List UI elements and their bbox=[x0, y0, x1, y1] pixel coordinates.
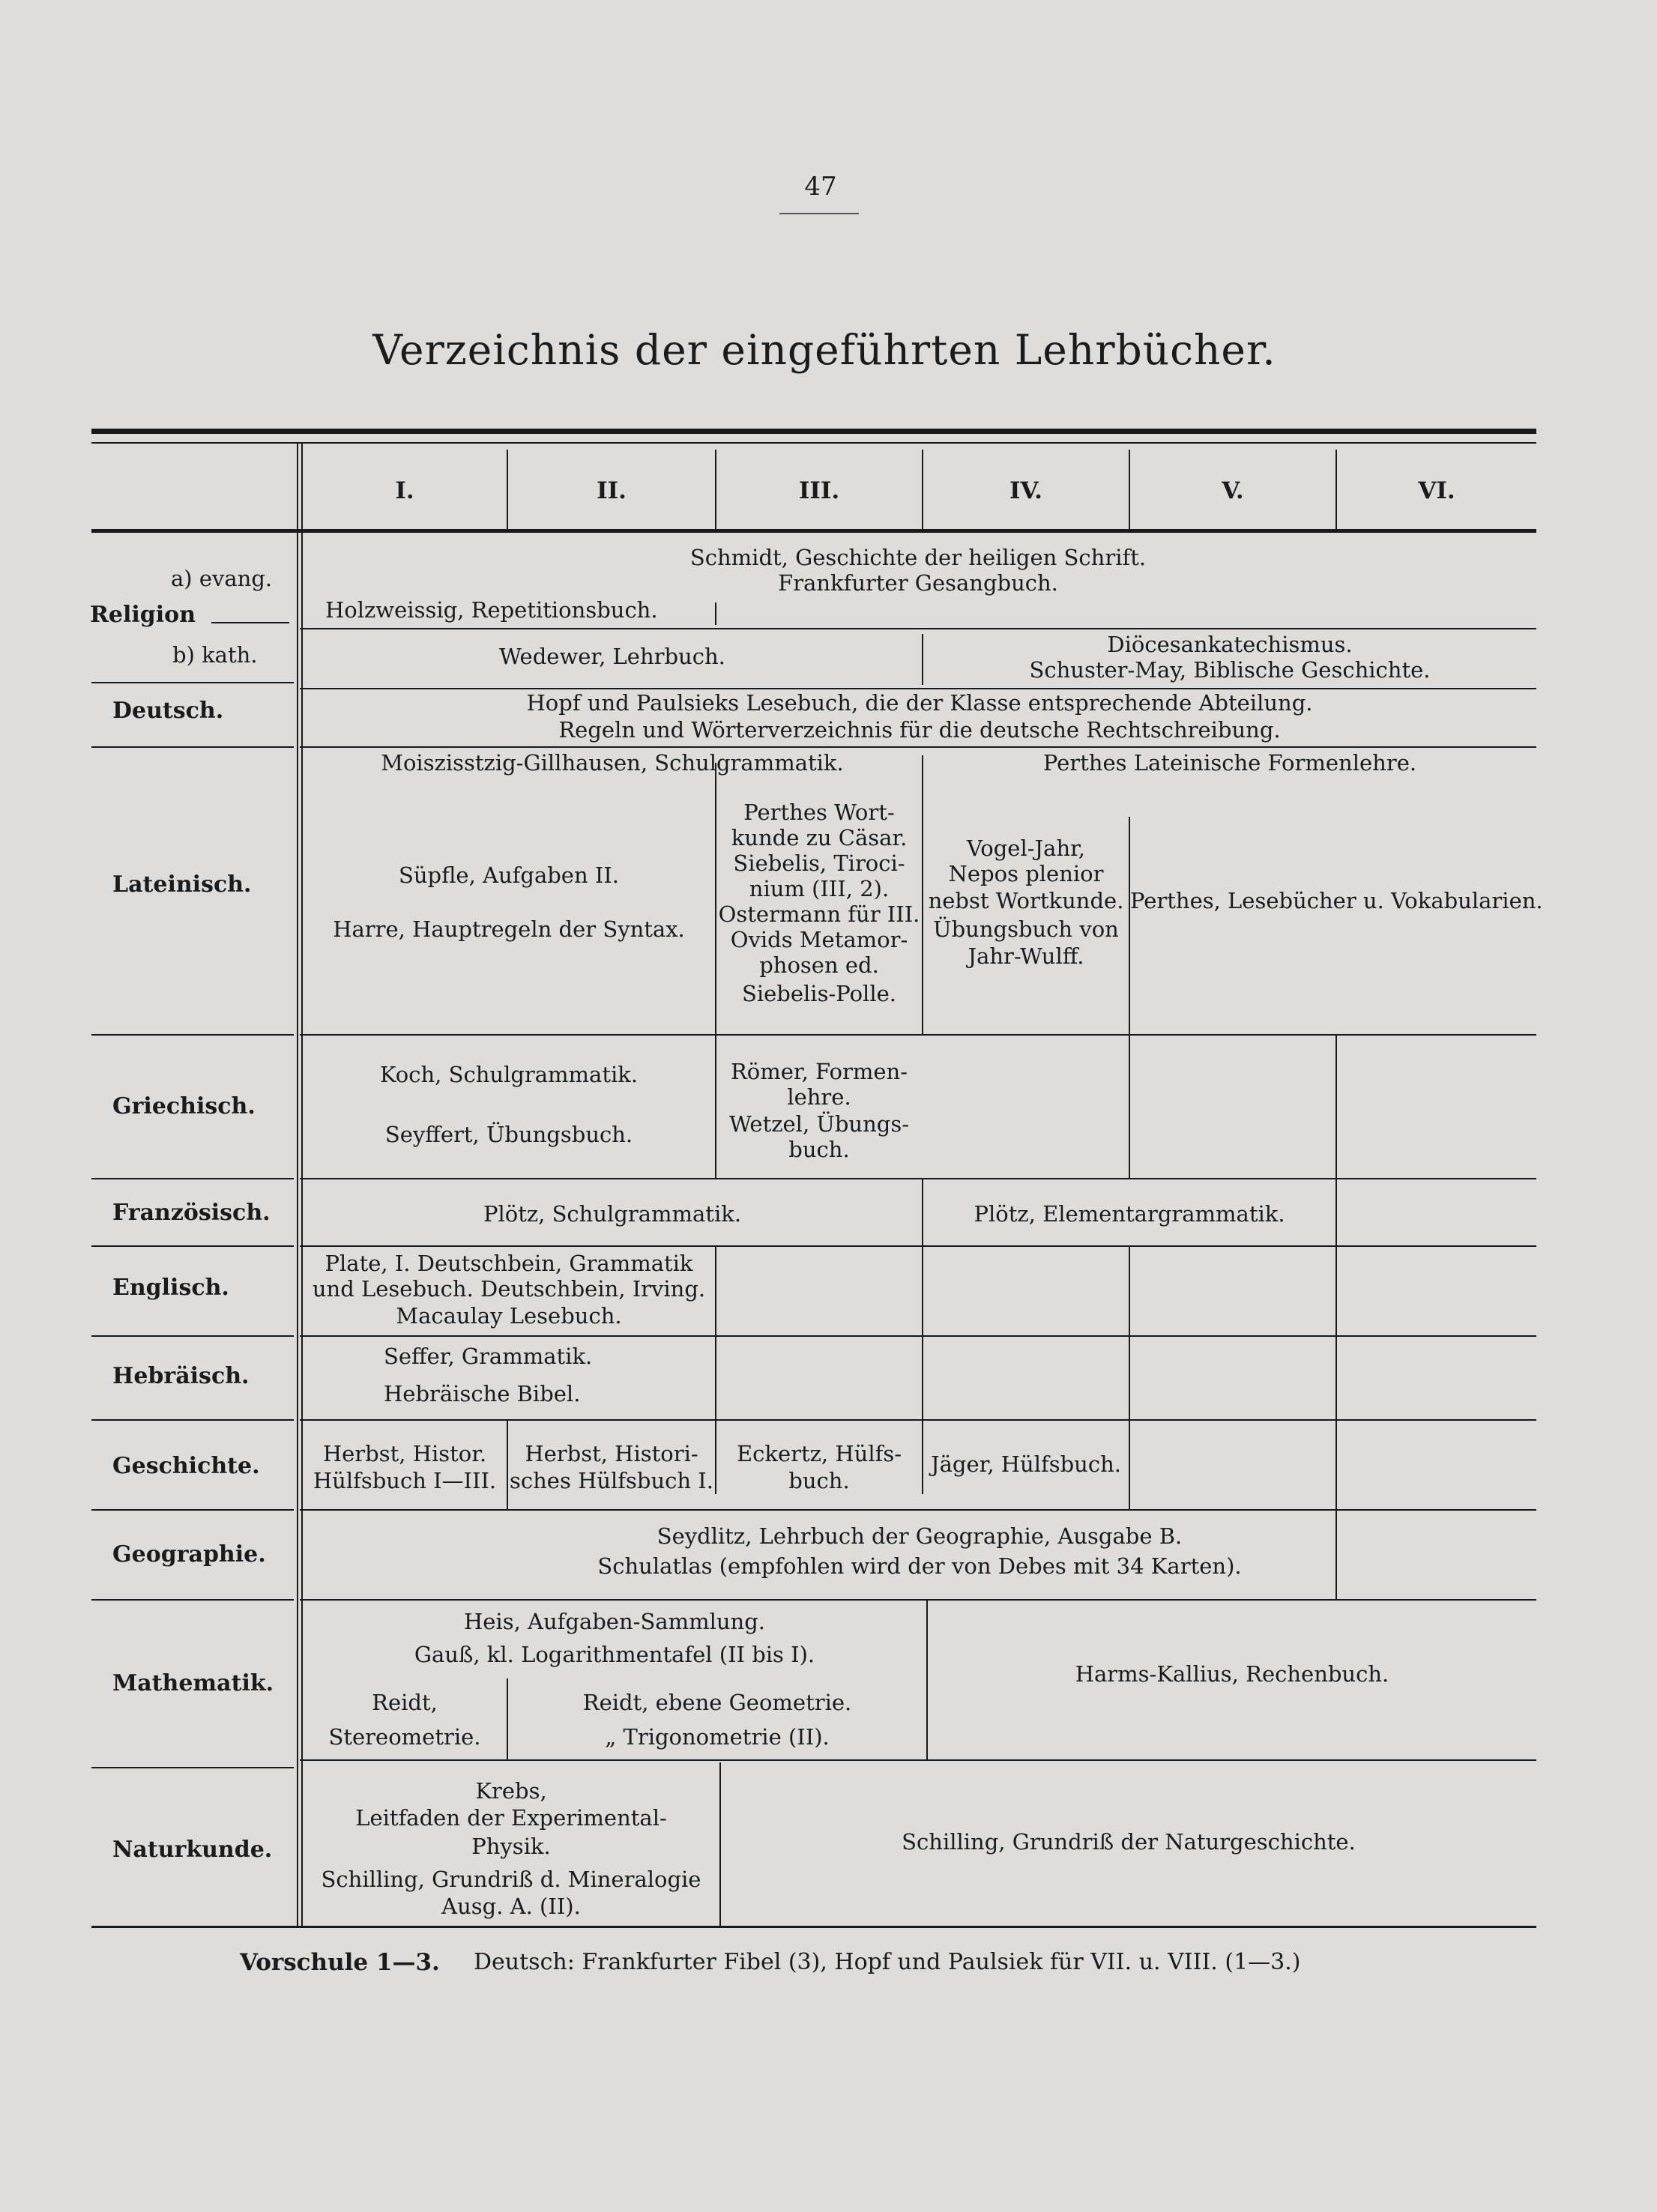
subject-naturkunde: Naturkunde. bbox=[112, 1837, 273, 1863]
geschichte-ii-1: Herbst, Histori- bbox=[525, 1441, 698, 1466]
footer-text: Deutsch: Frankfurter Fibel (3), Hopf und Paulsiek für VII. u. VIII. (1—3.) bbox=[474, 1949, 1301, 1975]
latein-iii-2: kunde zu Cäsar. bbox=[731, 825, 908, 850]
column-divider bbox=[297, 444, 298, 1926]
latein-iii-6: Ovids Metamor- bbox=[730, 927, 908, 952]
franzoesisch-lower: Plötz, Elementargrammatik. bbox=[974, 1201, 1285, 1227]
column-divider bbox=[715, 602, 716, 625]
row-divider bbox=[91, 1178, 294, 1179]
latein-upper-2: Harre, Hauptregeln der Syntax. bbox=[333, 916, 685, 942]
column-header-iii: III. bbox=[798, 477, 840, 504]
geschichte-ii-2: sches Hülfsbuch I. bbox=[510, 1468, 713, 1493]
row-divider bbox=[91, 1335, 294, 1337]
mathematik-line-2: Gauß, kl. Logarithmentafel (II bis I). bbox=[414, 1642, 815, 1667]
naturkunde-upper-1: Krebs, bbox=[475, 1778, 547, 1804]
latein-iv-4: Übungsbuch von bbox=[933, 916, 1119, 942]
religion-evang-upper: Holzweissig, Repetitionsbuch. bbox=[325, 597, 658, 623]
latein-iii-1: Perthes Wort- bbox=[743, 800, 895, 825]
row-divider bbox=[300, 1509, 1536, 1511]
subject-geschichte: Geschichte. bbox=[112, 1453, 260, 1479]
griechisch-iii-4: buch. bbox=[788, 1137, 850, 1162]
griechisch-upper-2: Seyffert, Übungsbuch. bbox=[384, 1122, 633, 1147]
latein-iii-4: nium (III, 2). bbox=[749, 876, 890, 901]
mathematik-lower: Harms-Kallius, Rechenbuch. bbox=[1075, 1661, 1389, 1687]
page-title: Verzeichnis der eingeführten Lehrbücher. bbox=[372, 326, 1276, 374]
row-divider bbox=[300, 688, 1536, 689]
row-divider bbox=[91, 1509, 294, 1511]
row-divider bbox=[91, 1034, 294, 1036]
franzoesisch-upper: Plötz, Schulgrammatik. bbox=[483, 1201, 742, 1227]
hebraeisch-line-2: Hebräische Bibel. bbox=[384, 1381, 581, 1406]
hebraeisch-line-1: Seffer, Grammatik. bbox=[384, 1344, 593, 1369]
row-divider bbox=[91, 682, 294, 683]
row-divider bbox=[300, 1178, 1536, 1179]
table-top-rule-thin bbox=[91, 442, 1536, 444]
mathematik-ii-2: „ Trigonometrie (II). bbox=[605, 1724, 830, 1750]
row-divider bbox=[91, 746, 294, 748]
row-divider bbox=[91, 1599, 294, 1601]
mathematik-i-2: Stereometrie. bbox=[328, 1724, 481, 1750]
englisch-line-2: und Lesebuch. Deutschbein, Irving. bbox=[312, 1276, 706, 1302]
naturkunde-upper-3: Physik. bbox=[471, 1834, 551, 1859]
latein-iv-5: Jahr-Wulff. bbox=[968, 943, 1084, 969]
latein-upper-grammar: Moiszisstzig-Gillhausen, Schulgrammatik. bbox=[381, 750, 844, 776]
column-header-iv: IV. bbox=[1009, 477, 1042, 504]
religion-evang-all-2: Frankfurter Gesangbuch. bbox=[778, 570, 1058, 596]
latein-iv-3: nebst Wortkunde. bbox=[928, 888, 1124, 913]
deutsch-line-2: Regeln und Wörterverzeichnis für die deutsche Rechtschreibung. bbox=[558, 717, 1281, 743]
religion-bracket-line bbox=[211, 622, 289, 623]
englisch-line-1: Plate, I. Deutschbein, Grammatik bbox=[325, 1251, 693, 1276]
row-divider bbox=[300, 628, 1536, 629]
subject-deutsch: Deutsch. bbox=[112, 698, 224, 724]
header-bottom-rule bbox=[91, 529, 1536, 533]
geschichte-i-2: Hülfsbuch I—III. bbox=[313, 1468, 497, 1493]
row-divider bbox=[91, 1419, 294, 1421]
column-divider bbox=[1129, 817, 1130, 1034]
naturkunde-upper-4: Schilling, Grundriß d. Mineralogie bbox=[321, 1867, 701, 1892]
mathematik-line-1: Heis, Aufgaben-Sammlung. bbox=[463, 1609, 766, 1634]
latein-v-vi: Perthes, Lesebücher u. Vokabularien. bbox=[1130, 888, 1543, 913]
subject-englisch: Englisch. bbox=[112, 1275, 229, 1301]
page-number-underline bbox=[779, 213, 859, 214]
geographie-line-2: Schulatlas (empfohlen wird der von Debes mit 34 Karten). bbox=[597, 1553, 1242, 1579]
column-header-vi: VI. bbox=[1418, 477, 1455, 504]
latein-iv-2: Nepos plenior bbox=[948, 861, 1104, 886]
table-top-rule bbox=[91, 429, 1536, 434]
geschichte-iv: Jäger, Hülfsbuch. bbox=[931, 1451, 1121, 1477]
row-divider bbox=[91, 1245, 294, 1247]
latein-iii-8: Siebelis-Polle. bbox=[742, 981, 896, 1006]
latein-iv-1: Vogel-Jahr, bbox=[966, 835, 1086, 861]
religion-kath-label: b) kath. bbox=[172, 642, 258, 668]
latein-upper-1: Süpfle, Aufgaben II. bbox=[398, 862, 619, 888]
row-divider bbox=[300, 1034, 1536, 1036]
row-divider bbox=[300, 1335, 1536, 1337]
religion-kath-lower-1: Diöcesankatechismus. bbox=[1107, 632, 1353, 657]
griechisch-iii-2: lehre. bbox=[787, 1084, 851, 1110]
page-number: 47 bbox=[804, 172, 837, 202]
row-divider bbox=[91, 1767, 294, 1768]
column-divider bbox=[507, 1421, 508, 1509]
latein-lower-grammar: Perthes Lateinische Formenlehre. bbox=[1042, 750, 1417, 776]
row-divider bbox=[300, 1759, 1536, 1761]
mathematik-ii-1: Reidt, ebene Geometrie. bbox=[582, 1690, 852, 1715]
subject-geographie: Geographie. bbox=[112, 1541, 266, 1568]
religion-kath-upper: Wedewer, Lehrbuch. bbox=[499, 644, 725, 669]
row-divider bbox=[300, 1419, 1536, 1421]
naturkunde-upper-5: Ausg. A. (II). bbox=[441, 1894, 581, 1919]
religion-evang-all: Schmidt, Geschichte der heiligen Schrift. bbox=[689, 545, 1147, 570]
column-divider bbox=[1335, 1511, 1337, 1599]
subject-franzoesisch: Französisch. bbox=[112, 1200, 271, 1226]
column-header-i: I. bbox=[395, 477, 414, 504]
subject-hebraeisch: Hebräisch. bbox=[112, 1363, 250, 1389]
column-divider bbox=[1335, 1036, 1337, 1178]
naturkunde-upper-2: Leitfaden der Experimental- bbox=[355, 1805, 667, 1831]
subject-mathematik: Mathematik. bbox=[112, 1670, 274, 1696]
englisch-line-3: Macaulay Lesebuch. bbox=[396, 1303, 622, 1329]
geschichte-iii-2: buch. bbox=[788, 1468, 850, 1493]
geschichte-i-1: Herbst, Histor. bbox=[322, 1441, 487, 1466]
griechisch-iii-1: Römer, Formen- bbox=[730, 1059, 908, 1084]
latein-iii-7: phosen ed. bbox=[759, 952, 879, 978]
subject-lateinisch: Lateinisch. bbox=[112, 871, 252, 898]
griechisch-iii-3: Wetzel, Übungs- bbox=[728, 1111, 909, 1137]
religion-evang-label: a) evang. bbox=[171, 566, 273, 591]
deutsch-line-1: Hopf und Paulsieks Lesebuch, die der Klasse entsprechende Abteilung. bbox=[526, 690, 1313, 716]
naturkunde-lower: Schilling, Grundriß der Naturgeschichte. bbox=[902, 1829, 1356, 1855]
table-bottom-rule bbox=[91, 1926, 1536, 1928]
geschichte-iii-1: Eckertz, Hülfs- bbox=[736, 1441, 902, 1466]
mathematik-i-1: Reidt, bbox=[372, 1690, 438, 1715]
row-divider bbox=[300, 1245, 1536, 1247]
column-header-ii: II. bbox=[597, 477, 627, 504]
row-divider bbox=[300, 746, 1536, 748]
column-divider bbox=[1129, 1247, 1130, 1509]
griechisch-upper-1: Koch, Schulgrammatik. bbox=[379, 1062, 639, 1087]
footer-label: Vorschule 1—3. bbox=[240, 1949, 440, 1976]
column-header-v: V. bbox=[1222, 477, 1244, 504]
column-divider bbox=[1335, 1247, 1337, 1509]
latein-iii-3: Siebelis, Tiroci- bbox=[733, 850, 905, 876]
column-divider bbox=[1129, 1036, 1130, 1178]
subject-religion: Religion bbox=[90, 602, 196, 628]
latein-iii-5: Ostermann für III. bbox=[718, 901, 920, 927]
geographie-line-1: Seydlitz, Lehrbuch der Geographie, Ausgabe B. bbox=[657, 1523, 1183, 1549]
subject-griechisch: Griechisch. bbox=[112, 1093, 256, 1119]
column-divider bbox=[1335, 1179, 1337, 1245]
row-divider bbox=[300, 1599, 1536, 1601]
religion-kath-lower-2: Schuster-May, Biblische Geschichte. bbox=[1029, 657, 1431, 683]
